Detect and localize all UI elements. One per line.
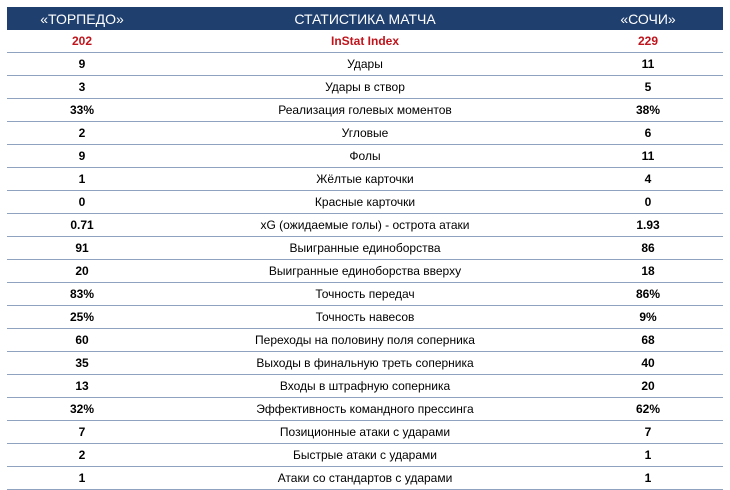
away-value: 20 [641,379,655,393]
stat-row [7,398,723,421]
home-value: 2 [78,448,86,462]
stat-label: Удары [347,57,383,71]
away-value: 1 [644,471,652,485]
home-value: 0 [78,195,86,209]
stat-row [7,421,723,444]
away-value: 7 [644,425,652,439]
away-value: 38% [635,103,661,117]
away-team-name: «СОЧИ» [620,10,676,27]
stat-label: Входы в штрафную соперника [279,379,451,393]
home-value: 9 [78,149,86,163]
away-value: 86 [641,241,655,255]
stat-row [7,352,723,375]
home-value: 35 [75,356,89,370]
stat-label: Жёлтые карточки [316,172,414,186]
stat-label: Удары в створ [325,80,405,94]
stat-label: Выигранные единоборства вверху [268,264,462,278]
home-value: 0.71 [70,218,94,232]
away-value: 11 [641,149,655,163]
table-header [7,7,723,30]
home-value: 25% [69,310,95,324]
stat-row [7,53,723,76]
away-value: 62% [635,402,661,416]
home-value: 1 [78,471,86,485]
stat-row [7,467,723,490]
stat-label: InStat Index [330,34,399,48]
stat-label: Эффективность командного прессинга [256,402,474,416]
home-value: 20 [75,264,89,278]
stat-row [7,214,723,237]
home-value: 2 [78,126,86,140]
away-value: 4 [644,172,652,186]
away-value: 6 [644,126,652,140]
stat-label: Быстрые атаки с ударами [293,448,437,462]
home-value: 60 [75,333,89,347]
match-stats-table [7,7,723,490]
stat-row [7,444,723,467]
home-value: 1 [78,172,86,186]
stat-label: Позиционные атаки с ударами [279,425,451,439]
away-value: 5 [644,80,652,94]
away-value: 1.93 [636,218,660,232]
stat-label: Атаки со стандартов с ударами [277,471,453,485]
stat-label: Выигранные единоборства [289,241,441,255]
away-value: 0 [644,195,652,209]
stat-label: Фолы [349,149,381,163]
away-value: 40 [641,356,655,370]
home-value: 202 [71,34,93,48]
home-team-name: «ТОРПЕДО» [40,10,124,27]
stat-label: Точность передач [315,287,415,301]
home-value: 3 [78,80,86,94]
stat-row [7,76,723,99]
home-value: 9 [78,57,86,71]
stat-row [7,168,723,191]
away-value: 1 [644,448,652,462]
away-value: 86% [635,287,661,301]
stat-label: xG (ожидаемые голы) - острота атаки [260,218,470,232]
away-value: 18 [641,264,655,278]
stat-row [7,260,723,283]
stat-row [7,99,723,122]
home-value: 33% [69,103,95,117]
stats-rows [7,30,723,490]
stat-label: Угловые [341,126,389,140]
away-value: 68 [641,333,655,347]
stat-label: Точность навесов [315,310,415,324]
away-value: 9% [639,310,657,324]
stat-row [7,329,723,352]
away-value: 229 [637,34,659,48]
home-value: 91 [75,241,89,255]
stat-label: Реализация голевых моментов [278,103,452,117]
home-value: 13 [75,379,89,393]
stat-label: Красные карточки [314,195,416,209]
stat-row [7,145,723,168]
stat-row [7,375,723,398]
stat-row [7,306,723,329]
away-value: 11 [641,57,655,71]
home-value: 83% [69,287,95,301]
stat-row [7,30,723,53]
stat-row [7,122,723,145]
table-title: СТАТИСТИКА МАТЧА [294,10,436,27]
home-value: 7 [78,425,86,439]
stat-row [7,191,723,214]
stat-row [7,283,723,306]
stat-label: Переходы на половину поля соперника [255,333,475,347]
home-value: 32% [69,402,95,416]
stat-label: Выходы в финальную треть соперника [256,356,474,370]
stat-row [7,237,723,260]
